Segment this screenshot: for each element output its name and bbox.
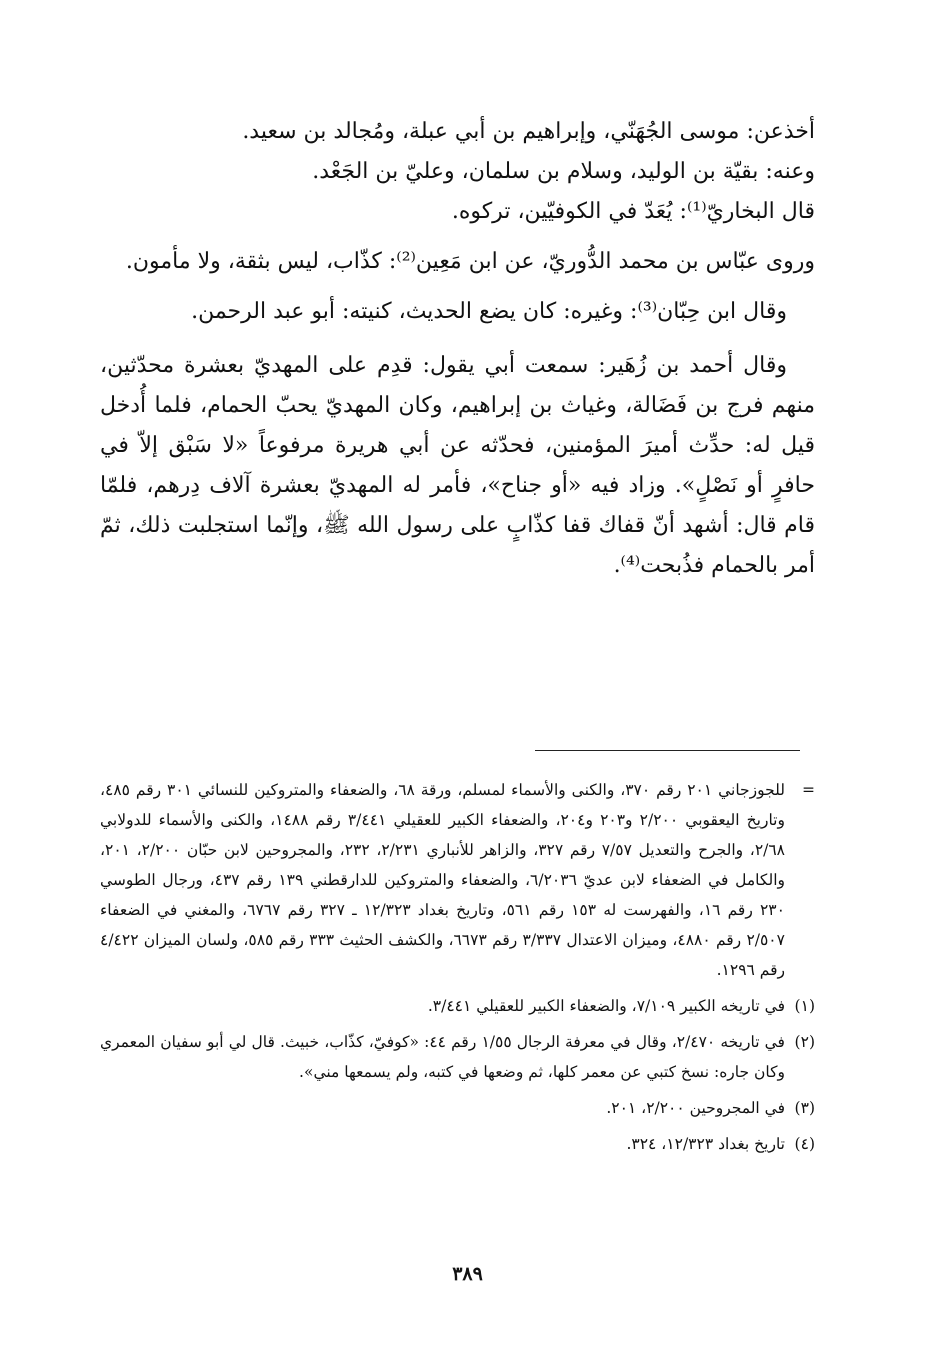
footnote-1 <box>100 991 815 1021</box>
footnote-mark: (١) <box>794 997 815 1015</box>
paragraph-story: وقال أحمد بن زُهَير: سمعت أبي يقول: قدِم على المهديّ بعشرة محدّثين، منهم فرج بن فَضَالة، وغياث بن إبراهيم، وكان المهديّ يحبّ الحمام، فلما أُدخل قيل له: حدِّث أميرَ المؤمنين، فحدّثه عن أبي هريرة مرفوعاً «لا سَبْق إلاّ في حافرٍ أو نَصْلٍ». وزاد فيه «أو جناح»، فأمر له المهديّ بعشرة آلاف دِرهم، فلمّا قام قال: أشهد أنّ قفاك قفا كذّابٍ على رسول الله ﷺ، وإنّما استجلبت ذلك، ثمّ أمر بالحمام فذُبحت⁽⁴⁾. <box>100 353 815 578</box>
paragraph-ibn-main: وروى عبّاس بن محمد الدُّوريّ، عن ابن مَعِين⁽²⁾: كذّاب، ليس بثقة، ولا مأمون. <box>125 249 815 274</box>
footnote-mark: (٣) <box>794 1099 815 1117</box>
paragraph-bukhari: قال البخاريّ⁽¹⁾: يُعَدّ في الكوفيّين، تركوه. <box>451 199 815 224</box>
footnote-text: في تاريخه ٢/٤٧٠، وقال في معرفة الرجال ١/٥٥ رقم ٤٤: «كوفيّ، كذّاب، خبيث. قال لي أبو سفيان المعمري وكان جاره: نسخ كتبي عن معمر كلها، ثم وضعها في كتبه، ولم يسمعها مني». <box>100 1033 785 1081</box>
footnote-text: تاريخ بغداد ١٢/٣٢٣، ٣٢٤. <box>626 1135 785 1153</box>
paragraph-ibn-hibban: وقال ابن حِبّان⁽³⁾: وغيره: كان يضع الحديث، كنيته: أبو عبد الرحمن. <box>191 299 787 324</box>
paragraph-students: وعنه: بقيّة بن الوليد، وسلام بن سلمان، وعليّ بن الجَعْد. <box>312 159 815 184</box>
footnote-text: في المجروحين ٢/٢٠٠، ٢٠١. <box>606 1099 785 1117</box>
footnote-mark: (٤) <box>794 1135 815 1153</box>
page-number: ٣٨٩ <box>452 1263 483 1285</box>
paragraph-teachers: أخذعن: موسى الجُهَنّي، وإبراهيم بن أبي عبلة، ومُجالد بن سعيد. <box>242 119 815 144</box>
footnotes <box>100 775 815 1165</box>
footnote-text: للجوزجاني ٢٠١ رقم ٣٧٠، والكنى والأسماء لمسلم، ورقة ٦٨، والضعفاء والمتروكين للنسائي ٣٠١ رقم ٤٨٥، وتاريخ اليعقوبي ٢/٢٠٠ و٢٠٣ و٢٠٤، والضعفاء الكبير للعقيلي ٣/٤٤١ رقم ١٤٨٨، والكنى والأسماء للدولابي ٢/٦٨، والجرح والتعديل ٧/٥٧ رقم ٣٢٧، والزاهر للأنباري ٢/٢٣١، ٢٣٢، والمجروحين لابن حبّان ٢/٢٠٠، ٢٠١، والكامل في الضعفاء لابن عديّ ٦/٢٠٣٦، والضعفاء والمتروكين للدارقطني ١٣٩ رقم ٤٣٧، ورجال الطوسي ٢٣٠ رقم ١٦، والفهرست له ١٥٣ رقم ٥٦١، وتاريخ بغداد ١٢/٣٢٣ ـ ٣٢٧ رقم ٦٧٦٧، والمغني في الضعفاء ٢/٥٠٧ رقم ٤٨٨٠، وميزان الاعتدال ٣/٣٣٧ رقم ٦٦٧٣، والكشف الحثيث ٣٣٣ رقم ٥٨٥، ولسان الميزان ٤/٤٢٢ رقم ١٢٩٦. <box>100 781 786 979</box>
footnote-continued <box>100 775 815 985</box>
main-text <box>100 112 815 586</box>
footnote-mark: = <box>802 781 815 799</box>
footnote-text: في تاريخه الكبير ٧/١٠٩، والضعفاء الكبير للعقيلي ٣/٤٤١. <box>427 997 785 1015</box>
footnote-2 <box>100 1027 815 1087</box>
footnote-divider <box>535 750 800 751</box>
footnote-3 <box>100 1093 815 1123</box>
footnote-mark: (٢) <box>794 1033 815 1051</box>
footnote-4 <box>100 1129 815 1159</box>
